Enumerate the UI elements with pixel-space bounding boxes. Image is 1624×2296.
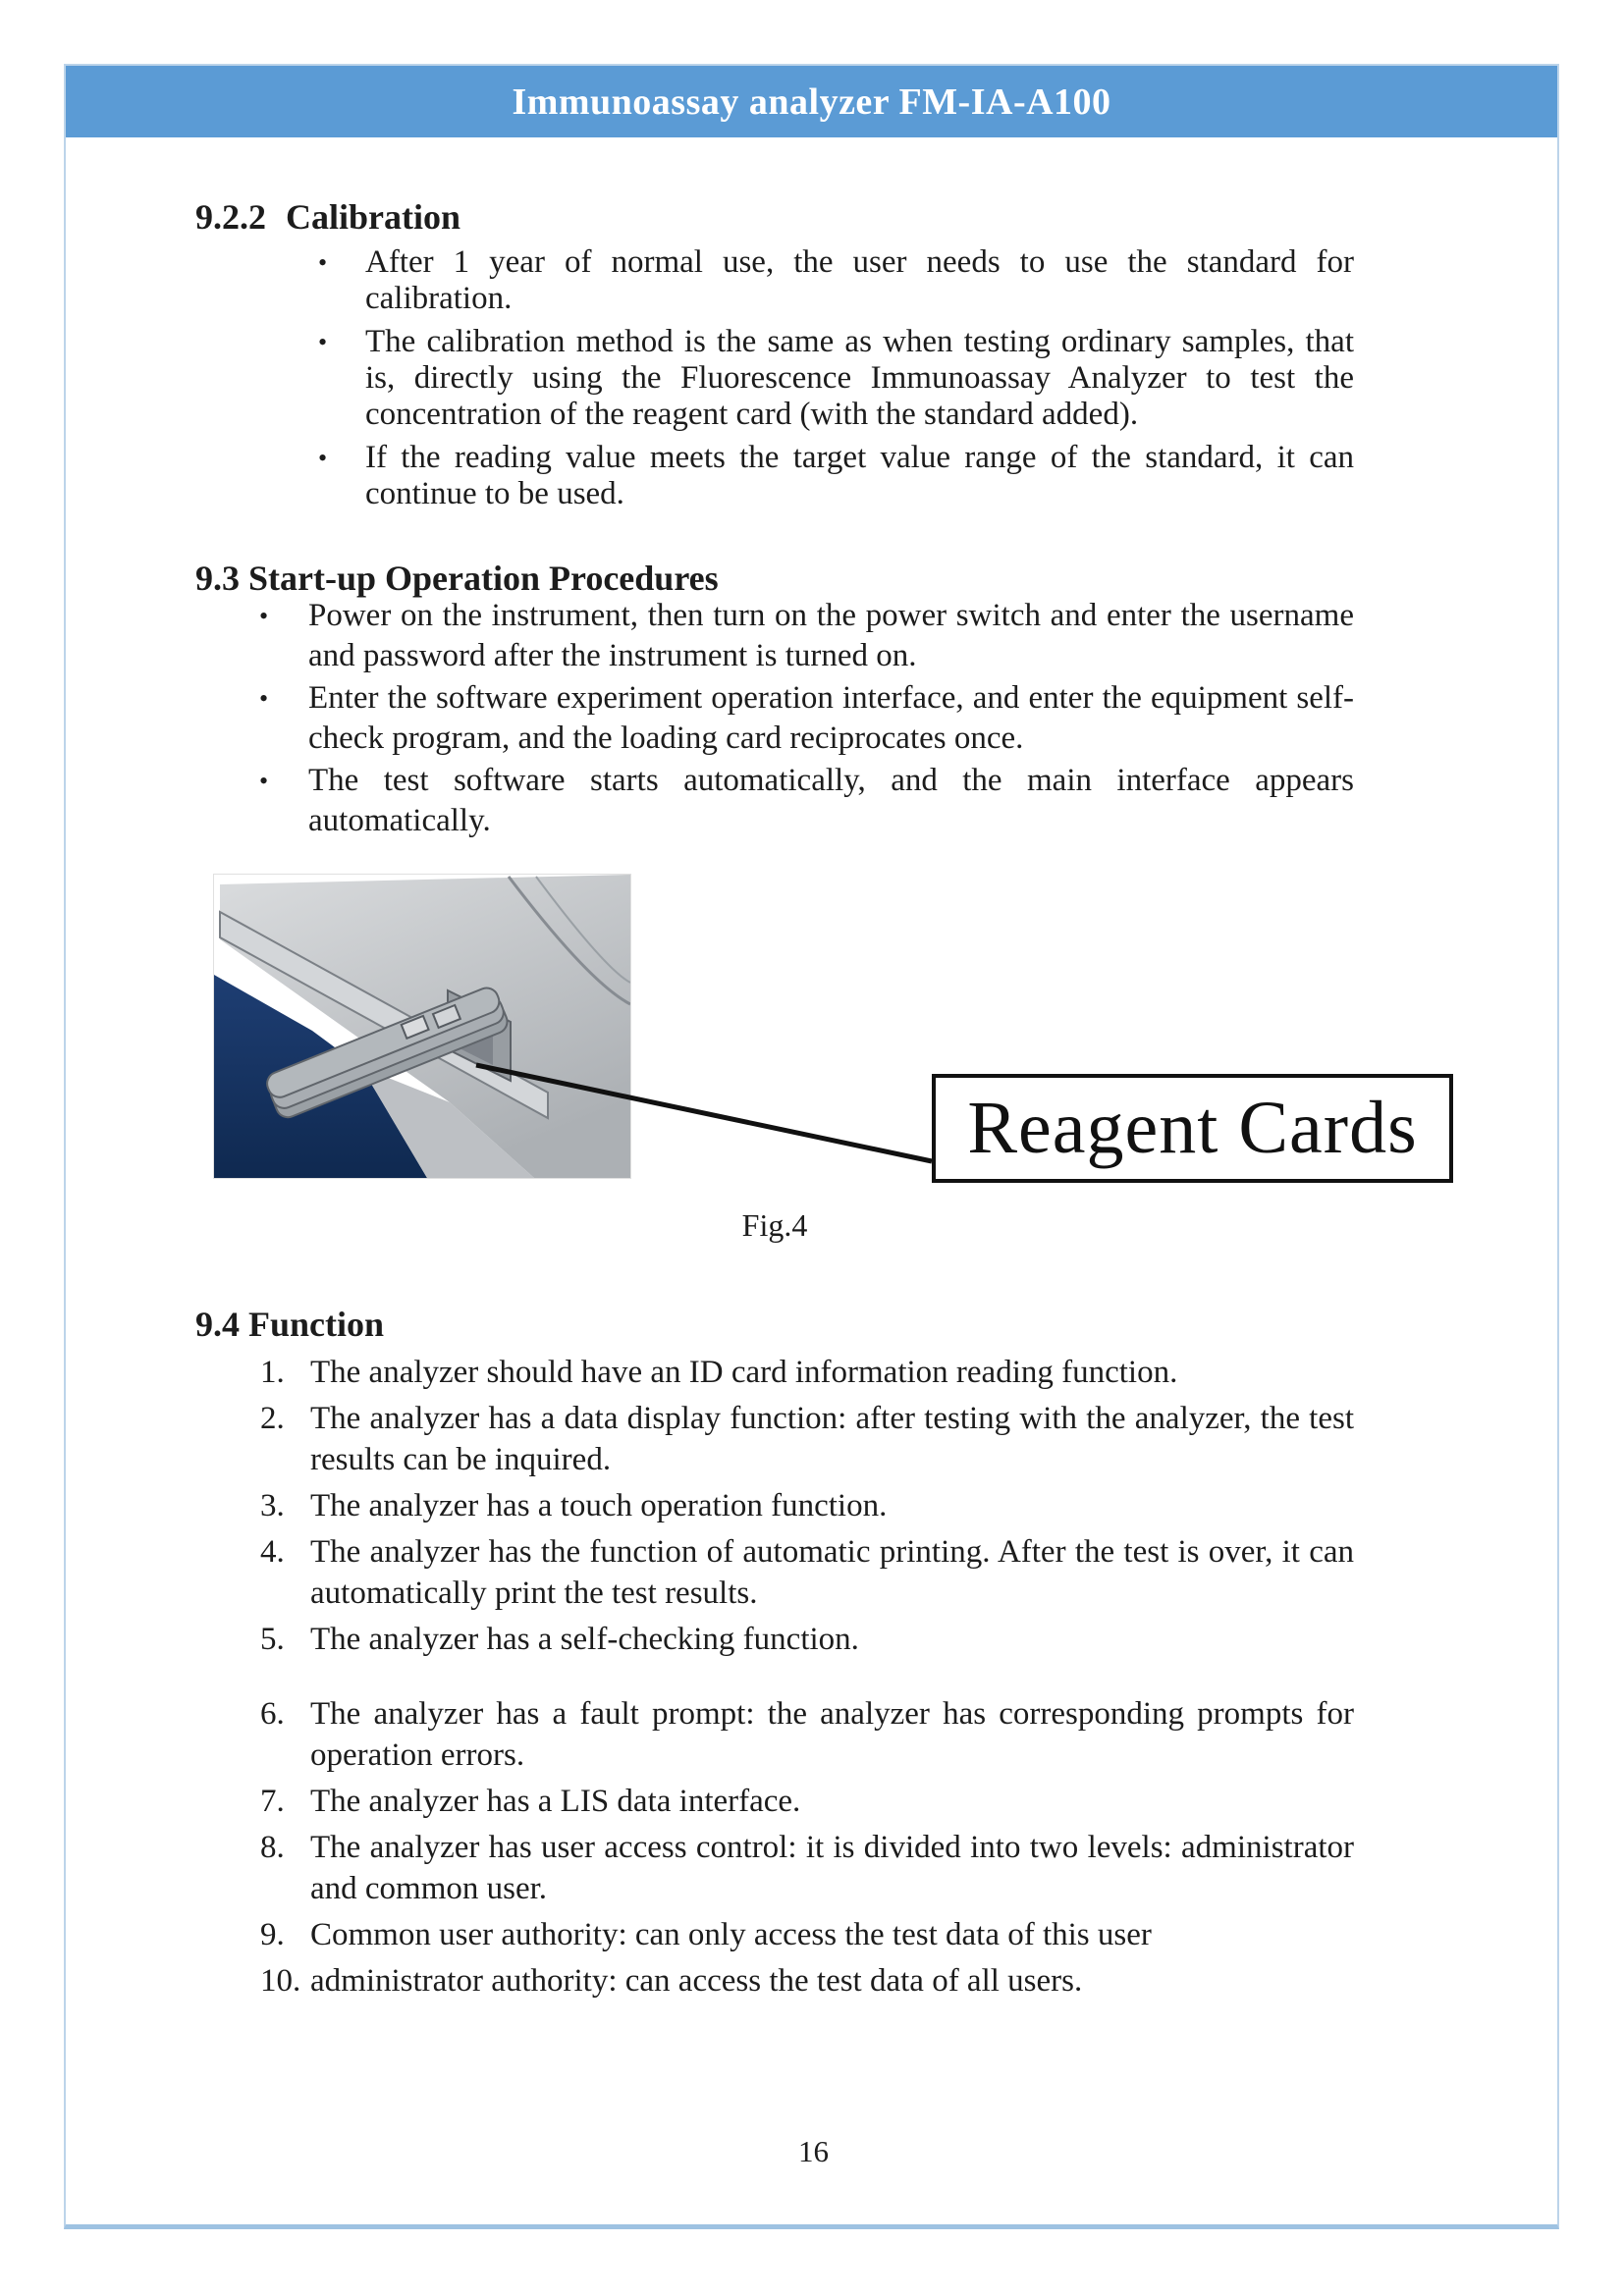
list-item xyxy=(260,1693,1354,1776)
list-item xyxy=(318,440,1354,512)
list-item-text: The analyzer has user access control: it is divided into two levels: administrator and common user. xyxy=(310,1830,1354,1906)
list-item xyxy=(260,1398,1354,1480)
item-number: 1. xyxy=(260,1355,285,1390)
list-item-text: The analyzer has a self-checking function. xyxy=(310,1622,859,1657)
bullet-icon: • xyxy=(318,444,328,472)
section-title: Calibration xyxy=(286,197,461,237)
page-frame xyxy=(64,64,1559,2229)
item-number: 10. xyxy=(260,1963,301,1999)
section-heading-calibration xyxy=(195,196,460,238)
list-item xyxy=(318,244,1354,317)
section-title: Function xyxy=(248,1305,385,1344)
page-header xyxy=(66,66,1557,137)
callout-line xyxy=(468,1059,940,1167)
list-item-text: The analyzer has a LIS data interface. xyxy=(310,1784,801,1819)
list-item-text: If the reading value meets the target value range of the standard, it can continue to be used. xyxy=(365,440,1354,511)
function-numbered-list xyxy=(260,1352,1354,2002)
page-number: 16 xyxy=(798,2134,829,2168)
list-item-text: Common user authority: can only access the test data of this user xyxy=(310,1917,1152,1952)
list-item-text: The analyzer has a data display function: after testing with the analyzer, the test results can be inquired. xyxy=(310,1401,1354,1477)
section-heading-startup xyxy=(195,558,719,599)
list-item xyxy=(260,1914,1354,1955)
list-item-text: The analyzer has the function of automatic printing. After the test is over, it can automatically print the test results. xyxy=(310,1534,1354,1611)
bullet-icon: • xyxy=(259,602,269,630)
item-number: 2. xyxy=(260,1401,285,1436)
item-number: 9. xyxy=(260,1917,285,1952)
page-header-title: Immunoassay analyzer FM-IA-A100 xyxy=(512,80,1111,123)
bullet-icon: • xyxy=(259,684,269,713)
bullet-icon: • xyxy=(318,248,328,277)
bullet-icon: • xyxy=(318,328,328,356)
list-item-text: The analyzer should have an ID card information reading function. xyxy=(310,1355,1178,1390)
list-item xyxy=(260,1781,1354,1822)
list-item-text: The analyzer has a fault prompt: the analyzer has corresponding prompts for operation errors. xyxy=(310,1696,1354,1773)
list-item-text: administrator authority: can access the test data of all users. xyxy=(310,1963,1083,1999)
list-item xyxy=(259,761,1354,841)
section-title: Start-up Operation Procedures xyxy=(248,559,719,598)
list-item xyxy=(260,1485,1354,1526)
item-number: 4. xyxy=(260,1534,285,1570)
list-item-text: The calibration method is the same as when testing ordinary samples, that is, directly using the Fluorescence Immunoassay Analyzer to test the concentration of the reagent card (with the standard added). xyxy=(365,324,1354,432)
section-number: 9.3 xyxy=(195,559,240,598)
list-item xyxy=(260,1352,1354,1393)
reagent-cards-label: Reagent Cards xyxy=(967,1087,1418,1169)
list-item-text: After 1 year of normal use, the user needs to use the standard for calibration. xyxy=(365,244,1354,316)
list-item xyxy=(318,324,1354,433)
item-number: 3. xyxy=(260,1488,285,1523)
figure-caption: Fig.4 xyxy=(741,1207,808,1243)
list-item xyxy=(259,678,1354,759)
calibration-bullet-list xyxy=(318,244,1354,512)
list-item-text: Power on the instrument, then turn on the power switch and enter the username and password after the instrument is turned on. xyxy=(308,598,1354,673)
item-number: 5. xyxy=(260,1622,285,1657)
list-item xyxy=(260,1619,1354,1660)
section-number: 9.2.2 xyxy=(195,197,266,237)
list-item xyxy=(260,1960,1354,2002)
item-number: 6. xyxy=(260,1696,285,1732)
item-number: 8. xyxy=(260,1830,285,1865)
startup-bullet-list xyxy=(259,596,1354,841)
list-item xyxy=(259,596,1354,676)
bullet-icon: • xyxy=(259,767,269,795)
list-item-text: The test software starts automatically, and the main interface appears automatically. xyxy=(308,763,1354,838)
item-number: 7. xyxy=(260,1784,285,1819)
list-item xyxy=(260,1531,1354,1614)
reagent-cards-label-box xyxy=(932,1074,1453,1183)
list-item xyxy=(260,1827,1354,1909)
list-item-text: Enter the software experiment operation interface, and enter the equipment self-check program, and the loading card reciprocates once. xyxy=(308,680,1354,756)
list-item-text: The analyzer has a touch operation function. xyxy=(310,1488,888,1523)
section-heading-function xyxy=(195,1304,384,1345)
section-number: 9.4 xyxy=(195,1305,240,1344)
